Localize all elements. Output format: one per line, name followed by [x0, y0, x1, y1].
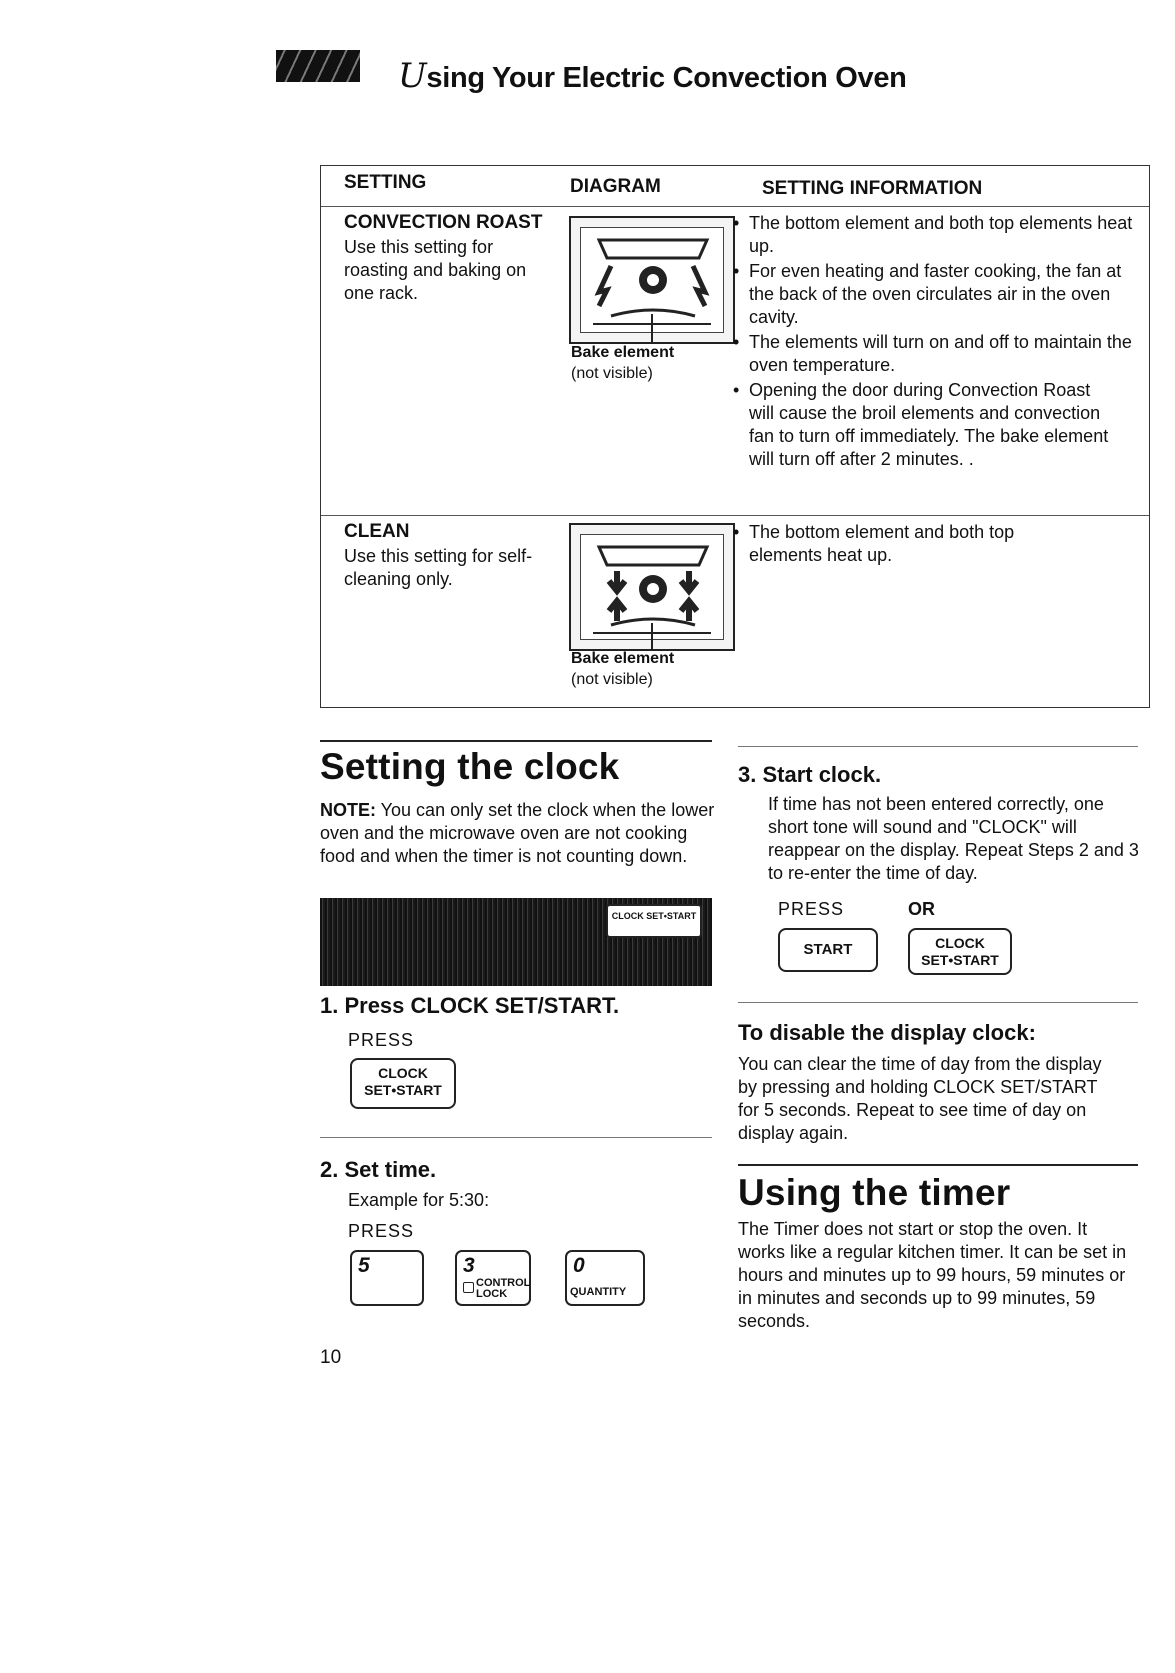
info-item: • The bottom element and both top elements heat up. [731, 212, 1149, 258]
note-text: You can only set the clock when the lower oven and the microwave oven are not cooking food and when the timer is not counting down. [320, 800, 715, 866]
step3-press-label: PRESS [778, 899, 845, 919]
page-title [398, 56, 907, 96]
key-line: SET•START [364, 1082, 442, 1098]
header-setting: SETTING [344, 172, 427, 193]
note-label: NOTE: [320, 800, 376, 820]
clean-diagram [569, 523, 735, 651]
timer-text: The Timer does not start or stop the oven. It works like a regular kitchen timer. It can be set in hours and minutes up to 99 hours, 59 minutes or in minutes and seconds up to 99 minutes, 59 seconds. [738, 1219, 1127, 1331]
key-line: CLOCK [935, 935, 985, 951]
caption-bake-element: Bake element [571, 650, 675, 667]
info-item: • Opening the door during Convection Roast will cause the broil elements and convection fan to turn off immediately. The bake element will turn off after 2 minutes. . [731, 379, 1109, 471]
step2-heading: 2. Set time. [320, 1157, 437, 1182]
key-3-control-lock-button[interactable] [455, 1250, 531, 1306]
step3-text: If time has not been entered correctly, one short tone will sound and "CLOCK" will reappear on the display. Repeat Steps 2 and 3 to re-enter the time of day. [768, 794, 1139, 883]
disable-clock-heading: To disable the display clock: [738, 1020, 1036, 1045]
info-item: • The elements will turn on and off to maintain the oven temperature. [731, 331, 1149, 377]
caption-not-visible: (not visible) [571, 671, 653, 688]
step2-example: Example for 5:30: [348, 1190, 490, 1210]
key-line: SET•START [921, 952, 999, 968]
key-5-button[interactable] [350, 1250, 424, 1306]
step3-heading: 3. Start clock. [738, 762, 882, 787]
step2-press-label: PRESS [348, 1221, 415, 1241]
key-number: 0 [573, 1254, 585, 1277]
key-number: 5 [358, 1254, 370, 1277]
header-diagram: DIAGRAM [570, 176, 661, 197]
lock-icon [463, 1282, 474, 1293]
info-item: • For even heating and faster cooking, the fan at the back of the oven circulates air in the oven cavity. [731, 260, 1149, 329]
setting-title-clean: CLEAN [344, 521, 410, 542]
clock-note [320, 799, 716, 868]
display-clock-key[interactable]: CLOCK SET•START [606, 904, 702, 938]
step1-heading: 1. Press CLOCK SET/START. [320, 993, 620, 1018]
caption-bake-element: Bake element [571, 344, 675, 361]
setting-desc-clean: Use this setting for self-cleaning only. [344, 546, 533, 589]
info-list-clean [731, 521, 1061, 569]
step3-or-label: OR [908, 899, 935, 919]
key-line: CLOCK [378, 1065, 428, 1081]
header-setting-information: SETTING INFORMATION [762, 178, 983, 199]
start-button[interactable]: START [778, 928, 878, 972]
timer-heading: Using the timer [738, 1172, 1011, 1213]
control-panel-display [320, 898, 712, 986]
key-label: CONTROL LOCK [476, 1277, 531, 1300]
convection-roast-diagram [569, 216, 735, 344]
clock-heading: Setting the clock [320, 746, 620, 787]
info-item: • The bottom element and both top elements heat up. [731, 521, 1061, 567]
step1-press-label: PRESS [348, 1030, 415, 1050]
key-label: QUANTITY [570, 1286, 627, 1298]
key-0-quantity-button[interactable] [565, 1250, 645, 1306]
clock-set-start-button[interactable] [350, 1058, 456, 1109]
key-number: 3 [463, 1254, 475, 1277]
clock-set-start-button-2[interactable] [908, 928, 1012, 975]
disable-clock-text: You can clear the time of day from the display by pressing and holding CLOCK SET/START for 5 seconds. Repeat to see time of day on display again. [738, 1054, 1102, 1143]
info-list-convection-roast [731, 212, 1149, 473]
page-number: 10 [320, 1347, 342, 1368]
setting-title-convection-roast: CONVECTION ROAST [344, 212, 543, 233]
setting-desc-convection-roast: Use this setting for roasting and baking on one rack. [344, 237, 527, 303]
title-initial: U [398, 56, 427, 96]
settings-table [320, 165, 1150, 708]
title-rest: sing Your Electric Convection Oven [426, 62, 907, 94]
brand-logo [276, 50, 360, 82]
caption-not-visible: (not visible) [571, 365, 653, 382]
